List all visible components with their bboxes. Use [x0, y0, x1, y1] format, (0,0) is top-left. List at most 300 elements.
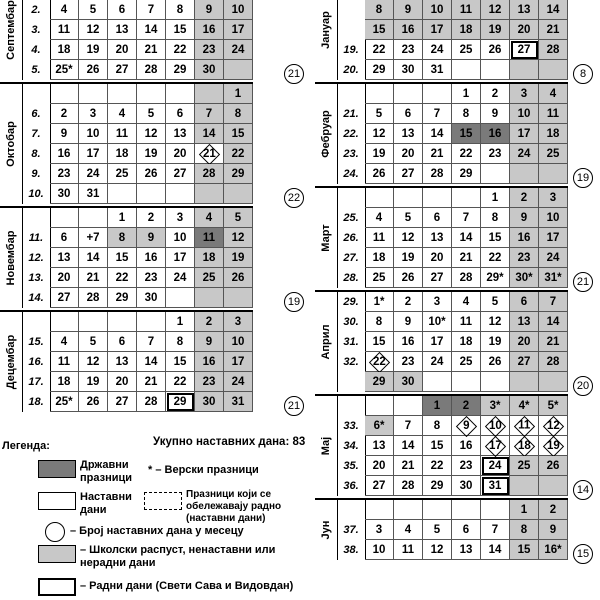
day-cell: 15	[452, 124, 481, 144]
day-cell: 31	[423, 60, 452, 80]
day-cell	[224, 184, 253, 204]
day-cell: 13	[510, 312, 539, 332]
day-cell	[481, 164, 510, 184]
day-cell: 15	[365, 20, 394, 40]
day-cell: 26	[224, 268, 253, 288]
day-cell: 14	[137, 20, 166, 40]
day-cell: 2	[510, 188, 539, 208]
month-block	[315, 394, 568, 496]
day-cell	[539, 436, 568, 456]
day-cell: 7	[137, 332, 166, 352]
day-cell: 5	[224, 208, 253, 228]
day-cell	[481, 500, 510, 520]
day-cell	[365, 84, 394, 104]
day-cell	[423, 372, 452, 392]
marked-holiday-swatch	[144, 492, 182, 510]
day-cell: 26	[394, 268, 423, 288]
day-cell: 11	[365, 228, 394, 248]
day-cell: 13	[452, 540, 481, 560]
day-cell: 9	[481, 104, 510, 124]
teaching-count-circle-icon	[45, 522, 65, 542]
day-cell: 13	[510, 0, 539, 20]
day-cell: 24	[423, 40, 452, 60]
week-row	[315, 476, 568, 496]
day-cell: 28	[423, 164, 452, 184]
day-cell: 14	[79, 248, 108, 268]
day-cell: 11	[108, 124, 137, 144]
day-cell: 29	[365, 372, 394, 392]
week-number: 31.	[337, 332, 366, 352]
day-cell	[166, 184, 195, 204]
day-cell: 11	[452, 312, 481, 332]
day-cell	[423, 84, 452, 104]
day-cell: 13	[365, 436, 394, 456]
day-cell: 17	[224, 20, 253, 40]
teaching-days-count: 19	[284, 292, 304, 312]
total-teaching-days: Укупно наставних дана: 83	[153, 436, 306, 448]
day-cell: 12	[137, 124, 166, 144]
day-cell: 14	[394, 436, 423, 456]
week-row	[315, 268, 568, 288]
week-number: 2.	[22, 0, 51, 20]
week-row	[0, 332, 253, 352]
day-cell	[166, 84, 195, 104]
day-cell: 30	[452, 476, 481, 496]
day-cell: 7	[452, 208, 481, 228]
day-cell: 2	[539, 500, 568, 520]
day-cell: 30*	[510, 268, 539, 288]
day-cell: 1	[481, 188, 510, 208]
week-row	[315, 352, 568, 372]
day-cell: 28	[195, 164, 224, 184]
day-cell	[79, 312, 108, 332]
week-row	[0, 124, 253, 144]
week-row	[315, 436, 568, 456]
day-cell: 12	[394, 228, 423, 248]
day-cell	[79, 208, 108, 228]
day-cell: 6	[108, 332, 137, 352]
day-cell: 28	[137, 392, 166, 412]
week-number	[337, 500, 366, 520]
day-cell: 9	[539, 520, 568, 540]
day-cell: 10*	[423, 312, 452, 332]
day-cell: 14	[539, 0, 568, 20]
day-cell: 20	[423, 248, 452, 268]
day-cell: 21	[79, 268, 108, 288]
day-cell: 26	[365, 164, 394, 184]
day-cell: 31*	[539, 268, 568, 288]
week-row	[0, 312, 253, 332]
day-cell: 14	[137, 352, 166, 372]
day-cell: 12	[423, 540, 452, 560]
month-name: Март	[320, 224, 332, 252]
legend-marked-holidays: Празници који се обележавају радно (наставни дани)	[186, 489, 282, 524]
day-cell: 4	[394, 520, 423, 540]
day-cell: 4	[539, 84, 568, 104]
day-cell	[108, 84, 137, 104]
week-number: 26.	[337, 228, 366, 248]
day-cell: 16	[481, 124, 510, 144]
month-name: Новембар	[5, 230, 17, 286]
week-number	[337, 396, 366, 416]
day-cell: 6	[394, 104, 423, 124]
state-holiday-swatch	[38, 460, 76, 478]
week-row	[315, 104, 568, 124]
day-cell: 8	[510, 520, 539, 540]
week-row	[315, 396, 568, 416]
day-cell: 25	[510, 456, 539, 476]
legend-working-days: – Радни дани (Свети Сава и Видовдан)	[80, 580, 294, 592]
day-cell: 30	[195, 60, 224, 80]
week-row	[0, 0, 253, 20]
month-name: Децембар	[5, 334, 17, 390]
day-cell: 29	[452, 164, 481, 184]
day-cell: 22	[224, 144, 253, 164]
day-cell: 26	[539, 456, 568, 476]
day-cell	[365, 188, 394, 208]
month-block	[315, 82, 568, 184]
day-cell: 25	[539, 144, 568, 164]
day-cell	[365, 396, 394, 416]
day-cell: 6*	[365, 416, 394, 436]
day-cell	[79, 84, 108, 104]
week-row	[0, 40, 253, 60]
day-cell: 21	[539, 20, 568, 40]
week-number: 25.	[337, 208, 366, 228]
day-cell: 17	[510, 124, 539, 144]
day-cell: 13	[50, 248, 79, 268]
day-cell: 8	[423, 416, 452, 436]
day-cell: 2	[195, 312, 224, 332]
day-cell: 31	[481, 476, 510, 496]
day-cell: 20	[50, 268, 79, 288]
legend-state-holidays: Државни празници	[80, 459, 133, 484]
day-cell: 28	[539, 352, 568, 372]
day-cell: 29	[423, 476, 452, 496]
day-cell: 12	[79, 352, 108, 372]
day-cell: 11	[394, 540, 423, 560]
day-cell: 17	[79, 144, 108, 164]
day-cell: 28	[452, 268, 481, 288]
day-cell	[539, 416, 568, 436]
day-cell: 17	[166, 248, 195, 268]
week-row	[0, 352, 253, 372]
day-cell: 27	[510, 352, 539, 372]
day-cell: 24	[224, 372, 253, 392]
month-name: Октобар	[5, 121, 17, 167]
day-cell: 29	[365, 60, 394, 80]
week-row	[315, 520, 568, 540]
month-block	[315, 498, 568, 560]
day-cell: 2	[394, 292, 423, 312]
day-cell: 7	[195, 104, 224, 124]
day-cell: 1*	[365, 292, 394, 312]
day-cell: 15	[510, 540, 539, 560]
day-cell	[452, 372, 481, 392]
day-cell: 24	[539, 248, 568, 268]
week-number: 19.	[337, 40, 366, 60]
day-cell: 23	[137, 268, 166, 288]
day-cell: 22	[108, 268, 137, 288]
day-cell: 22	[166, 40, 195, 60]
week-row	[0, 392, 253, 412]
day-cell	[224, 60, 253, 80]
day-cell: 21	[394, 456, 423, 476]
teaching-days-count: 14	[573, 480, 593, 500]
week-row	[0, 144, 253, 164]
day-cell: 23	[195, 372, 224, 392]
day-cell	[365, 500, 394, 520]
day-cell: 4	[108, 104, 137, 124]
day-cell	[108, 184, 137, 204]
day-cell: 26	[481, 40, 510, 60]
day-cell: 12	[481, 0, 510, 20]
day-cell: 9	[394, 312, 423, 332]
week-number: 12.	[22, 248, 51, 268]
day-cell: 27	[423, 268, 452, 288]
day-cell: 30	[137, 288, 166, 308]
day-cell: 23	[452, 456, 481, 476]
day-cell: 21	[452, 248, 481, 268]
day-cell: 8	[108, 228, 137, 248]
day-cell	[481, 60, 510, 80]
day-cell: 3	[166, 208, 195, 228]
week-number: 20.	[337, 60, 366, 80]
day-cell: 5*	[539, 396, 568, 416]
day-cell: 26	[481, 352, 510, 372]
week-row	[315, 40, 568, 60]
week-number: 14.	[22, 288, 51, 308]
week-number: 16.	[22, 352, 51, 372]
legend-teaching-days: Наставни дани	[80, 491, 132, 516]
day-cell: 20	[108, 40, 137, 60]
day-cell	[452, 416, 481, 436]
week-row	[315, 84, 568, 104]
day-cell: 25	[452, 352, 481, 372]
week-row	[315, 0, 568, 20]
week-row	[0, 20, 253, 40]
day-cell: 30	[195, 392, 224, 412]
day-cell: 18	[452, 332, 481, 352]
day-cell: 15	[166, 352, 195, 372]
week-number: 34.	[337, 436, 366, 456]
day-cell	[108, 312, 137, 332]
working-day-swatch	[38, 578, 76, 596]
week-number: 36.	[337, 476, 366, 496]
day-cell: 17	[224, 352, 253, 372]
day-cell: 25*	[50, 60, 79, 80]
day-cell: 27	[108, 392, 137, 412]
week-row	[315, 124, 568, 144]
week-row	[0, 60, 253, 80]
day-cell: 1	[423, 396, 452, 416]
day-cell: 12	[481, 312, 510, 332]
day-cell: 8	[452, 104, 481, 124]
week-row	[0, 184, 253, 204]
day-cell	[481, 436, 510, 456]
day-cell: 10	[423, 0, 452, 20]
day-cell: 31	[79, 184, 108, 204]
day-cell	[539, 60, 568, 80]
week-row	[0, 208, 253, 228]
day-cell: 18	[539, 124, 568, 144]
day-cell	[452, 500, 481, 520]
day-cell: 27	[510, 40, 539, 60]
day-cell: 28	[539, 40, 568, 60]
day-cell: 5	[79, 332, 108, 352]
day-cell: 8	[365, 0, 394, 20]
week-number: 5.	[22, 60, 51, 80]
day-cell: 25	[108, 164, 137, 184]
day-cell: 18	[365, 248, 394, 268]
day-cell	[510, 60, 539, 80]
day-cell	[394, 84, 423, 104]
day-cell: 29	[166, 392, 195, 412]
day-cell: 24	[79, 164, 108, 184]
day-cell	[50, 84, 79, 104]
teaching-days-count: 21	[284, 64, 304, 84]
day-cell: 20	[108, 372, 137, 392]
day-cell: 23	[510, 248, 539, 268]
day-cell	[510, 372, 539, 392]
day-cell	[195, 184, 224, 204]
day-cell: 16	[394, 332, 423, 352]
day-cell: 24	[481, 456, 510, 476]
teaching-days-count: 21	[573, 272, 593, 292]
week-number	[337, 372, 366, 392]
week-row	[315, 500, 568, 520]
day-cell: 14	[423, 124, 452, 144]
week-row	[315, 332, 568, 352]
day-cell	[452, 60, 481, 80]
day-cell: 3	[423, 292, 452, 312]
day-cell: 24	[423, 352, 452, 372]
day-cell: 6	[50, 228, 79, 248]
day-cell: 17	[423, 20, 452, 40]
month-name: Април	[320, 324, 332, 360]
week-number: 21.	[337, 104, 366, 124]
week-row	[315, 416, 568, 436]
day-cell: 23	[394, 40, 423, 60]
day-cell: 21	[137, 40, 166, 60]
day-cell: 18	[452, 20, 481, 40]
day-cell: 30	[50, 184, 79, 204]
day-cell: 7	[423, 104, 452, 124]
day-cell: 19	[79, 372, 108, 392]
day-cell: 10	[166, 228, 195, 248]
day-cell: 15	[481, 228, 510, 248]
day-cell: 7	[539, 292, 568, 312]
day-cell: 25	[365, 268, 394, 288]
day-cell: 11	[50, 352, 79, 372]
week-number: 37.	[337, 520, 366, 540]
day-cell	[452, 188, 481, 208]
day-cell: 19	[79, 40, 108, 60]
day-cell: 12	[365, 124, 394, 144]
week-row	[315, 372, 568, 392]
day-cell: 20	[510, 332, 539, 352]
week-row	[0, 104, 253, 124]
day-cell: 13	[166, 124, 195, 144]
teaching-days-count: 19	[573, 168, 593, 188]
day-cell: 22	[481, 248, 510, 268]
day-cell	[394, 188, 423, 208]
teaching-days-count: 15	[573, 544, 593, 564]
day-cell: 19	[224, 248, 253, 268]
day-cell	[195, 144, 224, 164]
month-block	[315, 290, 568, 392]
day-cell: 5	[137, 104, 166, 124]
day-cell: 16	[394, 20, 423, 40]
day-number: 9	[462, 420, 470, 432]
week-number: 32.	[337, 352, 366, 372]
day-cell: 8	[166, 332, 195, 352]
day-cell	[510, 436, 539, 456]
day-cell: 16	[510, 228, 539, 248]
month-block	[0, 82, 253, 204]
week-row	[0, 164, 253, 184]
day-cell: 19	[481, 332, 510, 352]
day-cell: 3	[79, 104, 108, 124]
week-number: 29.	[337, 292, 366, 312]
day-cell: 9	[510, 208, 539, 228]
day-cell: 29	[108, 288, 137, 308]
day-cell: 9	[50, 124, 79, 144]
week-number	[337, 0, 366, 20]
day-number: 22	[372, 355, 386, 368]
week-row	[315, 144, 568, 164]
day-cell: 8	[166, 0, 195, 20]
week-number: 10.	[22, 184, 51, 204]
day-cell: 20	[394, 144, 423, 164]
week-row	[0, 268, 253, 288]
day-cell: 20	[166, 144, 195, 164]
day-cell: 16	[452, 436, 481, 456]
day-cell	[423, 500, 452, 520]
day-cell: 18	[108, 144, 137, 164]
day-cell: 11	[50, 20, 79, 40]
school-break-swatch	[38, 545, 76, 563]
day-cell: 13	[423, 228, 452, 248]
week-number	[22, 312, 51, 332]
day-cell: 13	[108, 20, 137, 40]
day-cell: 9	[137, 228, 166, 248]
month-name: Септембар	[5, 0, 17, 60]
day-cell: 2	[481, 84, 510, 104]
day-cell	[394, 396, 423, 416]
day-cell	[510, 476, 539, 496]
day-cell: 16	[137, 248, 166, 268]
teaching-days-count: 8	[573, 64, 593, 84]
day-number: 17	[488, 439, 502, 452]
week-number	[337, 84, 366, 104]
day-cell: 30	[394, 60, 423, 80]
month-name: Јануар	[320, 11, 332, 49]
month-name: Мај	[320, 436, 332, 456]
week-row	[315, 60, 568, 80]
week-number: 33.	[337, 416, 366, 436]
day-cell: 5	[79, 0, 108, 20]
day-cell: 28	[79, 288, 108, 308]
day-cell: 29*	[481, 268, 510, 288]
day-cell: 29	[166, 60, 195, 80]
day-cell: 21	[137, 372, 166, 392]
day-cell: 2	[452, 396, 481, 416]
day-cell: 13	[108, 352, 137, 372]
day-cell: 14	[195, 124, 224, 144]
day-cell: 1	[224, 84, 253, 104]
day-number: 10	[488, 419, 502, 432]
